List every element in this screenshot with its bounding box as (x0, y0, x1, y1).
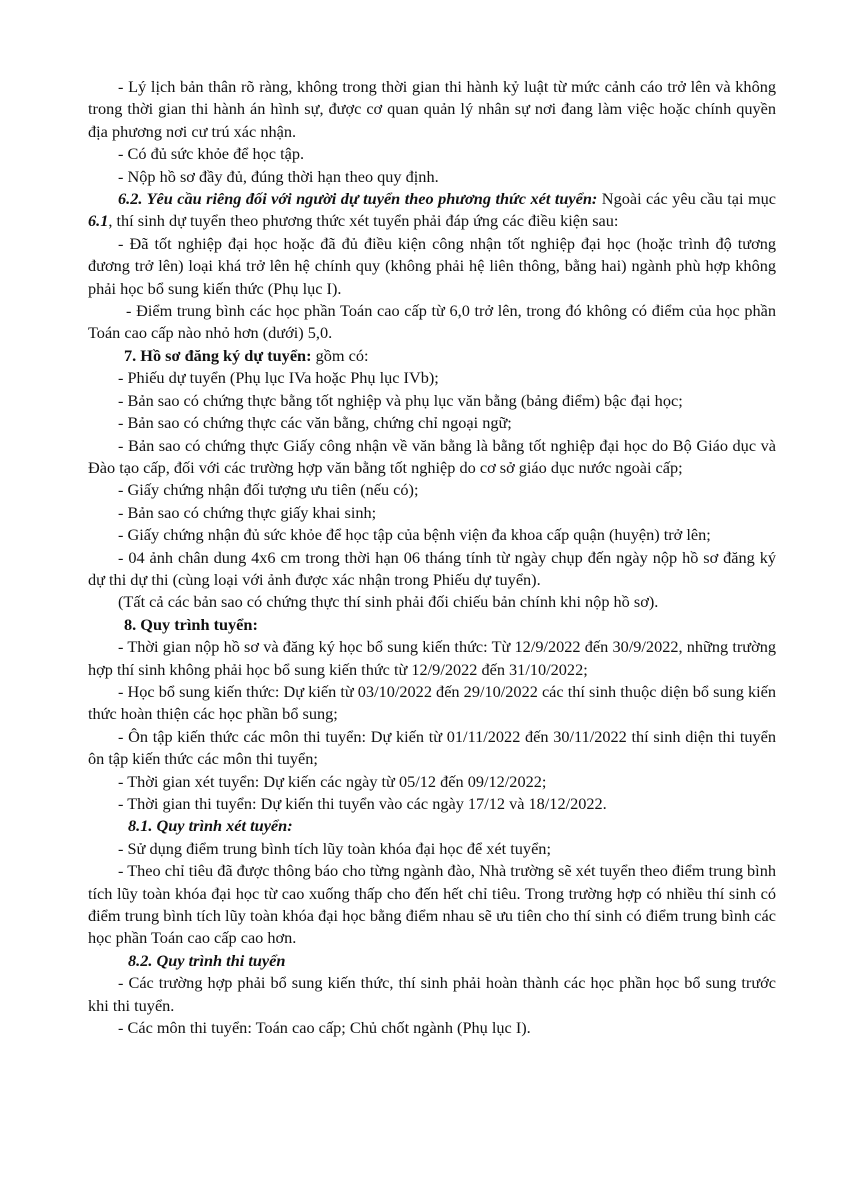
list-item: - 04 ảnh chân dung 4x6 cm trong thời hạn 06 tháng tính từ ngày chụp đến ngày nộp hồ sơ đăng ký dự thi dự thi (cùng loại với ảnh được xác nhận trong Phiếu dự tuyển). (88, 547, 776, 589)
list-item: - Các môn thi tuyển: Toán cao cấp; Chủ chốt ngành (Phụ lục I). (118, 1018, 531, 1038)
section-6-1-reference: 6.1 (88, 211, 109, 231)
list-item: - Bản sao có chứng thực bằng tốt nghiệp và phụ lục văn bằng (bảng điểm) bậc đại học; (118, 390, 683, 410)
list-item: - Bản sao có chứng thực các văn bằng, chứng chỉ ngoại ngữ; (118, 413, 512, 433)
section-6-2 (88, 188, 776, 233)
section-7-heading-tail: gồm có: (311, 345, 369, 365)
list-item: - Đã tốt nghiệp đại học hoặc đã đủ điều kiện công nhận tốt nghiệp đại học (hoặc trình độ tương đương trở lên) loại khá trở lên hệ chính quy (không phải hệ liên thông, bằng hai) ngành phù hợp không phải học bổ sung kiến thức (Phụ lục I). (88, 233, 776, 298)
section-8-heading: 8. Quy trình tuyển: (124, 614, 258, 634)
list-item: - Theo chỉ tiêu đã được thông báo cho từng ngành đào, Nhà trường sẽ xét tuyển theo điểm trung bình tích lũy toàn khóa đại học từ cao xuống thấp cho đến hết chỉ tiêu. Trong trường hợp có nhiều thí sinh có điểm trung bình tích lũy toàn khóa đại học bằng điểm nhau sẽ ưu tiên cho thí sinh có điểm trung bình các học phần Toán cao cấp cao hơn. (88, 861, 776, 948)
list-item: - Phiếu dự tuyển (Phụ lục IVa hoặc Phụ lục IVb); (118, 368, 439, 388)
paragraph-background: - Lý lịch bản thân rõ ràng, không trong thời gian thi hành kỷ luật từ mức cảnh cáo trở lên và không trong thời gian thi hành án hình sự, được cơ quan quản lý nhân sự nơi đang làm việc hoặc chính quyền địa phương nơi cư trú xác nhận. (88, 77, 776, 141)
list-item: - Bản sao có chứng thực Giấy công nhận về văn bằng là bằng tốt nghiệp đại học do Bộ Giáo dục và Đào tạo cấp, đối với các trường hợp văn bằng tốt nghiệp do cơ sở giáo dục nước ngoài cấp; (88, 435, 776, 477)
list-item: - Giấy chứng nhận đối tượng ưu tiên (nếu có); (118, 480, 419, 500)
list-item: - Các trường hợp phải bổ sung kiến thức, thí sinh phải hoàn thành các học phần học bổ sung trước khi thi tuyển. (88, 973, 776, 1015)
note-paragraph: (Tất cả các bản sao có chứng thực thí sinh phải đối chiếu bản chính khi nộp hồ sơ). (118, 592, 659, 612)
list-item: - Thời gian thi tuyển: Dự kiến thi tuyển vào các ngày 17/12 và 18/12/2022. (118, 794, 607, 813)
list-item: - Giấy chứng nhận đủ sức khỏe để học tập của bệnh viện đa khoa cấp quận (huyện) trở lên; (118, 525, 711, 545)
list-item: - Thời gian xét tuyển: Dự kiến các ngày từ 05/12 đến 09/12/2022; (118, 771, 547, 791)
paragraph-health: - Có đủ sức khỏe để học tập. (118, 144, 305, 164)
section-6-2-intro-b: , thí sinh dự tuyển theo phương thức xét tuyển phải đáp ứng các điều kiện sau: (108, 211, 619, 231)
list-item: - Học bổ sung kiến thức: Dự kiến từ 03/10/2022 đến 29/10/2022 các thí sinh thuộc diện bổ sung kiến thức hoàn thiện các học phần bổ sung; (88, 681, 776, 724)
paragraph-submission: - Nộp hồ sơ đầy đủ, đúng thời hạn theo quy định. (118, 166, 439, 186)
document-page (88, 76, 776, 1039)
section-8-2-heading: 8.2. Quy trình thi tuyển (128, 950, 286, 970)
section-7-heading: 7. Hồ sơ đăng ký dự tuyển: (124, 345, 312, 365)
list-item: - Thời gian nộp hồ sơ và đăng ký học bổ sung kiến thức: Từ 12/9/2022 đến 30/9/2022, những trường hợp thí sinh không phải học bổ sung kiến thức từ 12/9/2022 đến 31/10/2022; (88, 637, 776, 679)
section-7 (88, 345, 776, 367)
section-6-2-intro-a: Ngoài các yêu cầu tại mục (597, 189, 776, 209)
list-item: - Sử dụng điểm trung bình tích lũy toàn khóa đại học để xét tuyển; (118, 838, 551, 858)
list-item: - Ôn tập kiến thức các môn thi tuyển: Dự kiến từ 01/11/2022 đến 30/11/2022 thí sinh diện thi tuyển ôn tập kiến thức các môn thi tuyển; (88, 726, 776, 769)
list-item: - Bản sao có chứng thực giấy khai sinh; (118, 502, 377, 522)
section-6-2-heading: 6.2. Yêu cầu riêng đối với người dự tuyển theo phương thức xét tuyển: (118, 189, 598, 209)
section-8-1-heading: 8.1. Quy trình xét tuyển: (128, 816, 293, 836)
list-item: - Điểm trung bình các học phần Toán cao cấp từ 6,0 trở lên, trong đó không có điểm của học phần Toán cao cấp nào nhỏ hơn (dưới) 5,0. (88, 301, 776, 343)
